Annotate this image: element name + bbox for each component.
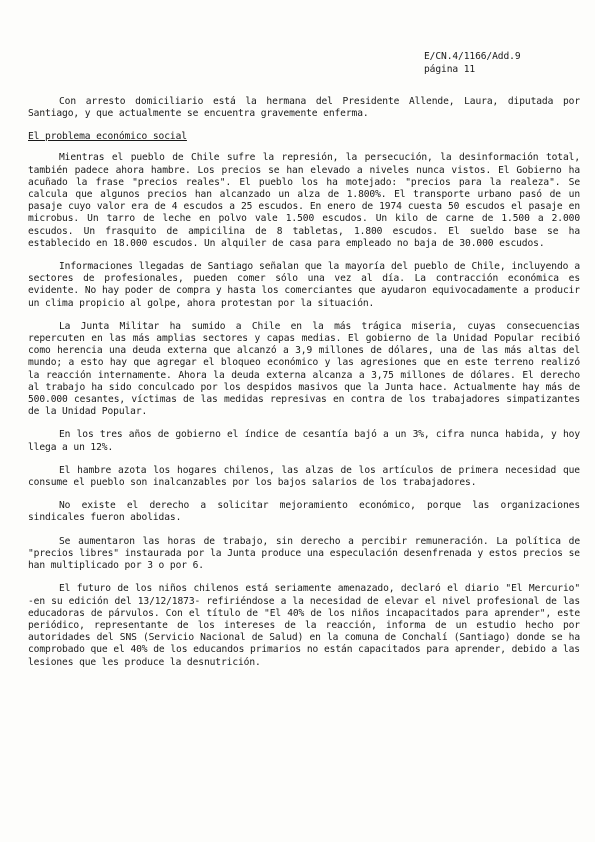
paragraph-hunger: El hambre azota los hogares chilenos, las alzas de los artículos de primera necesidad que consume el pueblo son inalcanzables por los bajos salarios de los trabajadores. bbox=[28, 464, 580, 489]
paragraph-prices: Mientras el pueblo de Chile sufre la represión, la persecución, la desinformación total, también padece ahora hambre. Los precios se han elevado a niveles nunca vistos. El Gobierno ha acuñado la frase "precios reales". El pueblo los ha motejado: "precios para la realeza". Se calcula que algunos precios han alcanzado un alza de 1.800%. El transporte urbano pasó de un pasaje cuyo valor era de 4 escudos a 25 escudos. En enero de 1974 cuesta 50 escudos el pasaje en microbus. Un tarro de leche en polvo vale 1.500 escudos. Un kilo de carne de 1.500 a 2.000 escudos. Un frasquito de ampicilina de 8 tabletas, 1.800 escudos. El sueldo base se ha establecido en 18.000 escudos. Un alquiler de casa para empleado no baja de 30.000 escudos. bbox=[28, 152, 580, 249]
paragraph-unions: No existe el derecho a solicitar mejoramiento económico, porque las organizaciones sindicales fueron abolidas. bbox=[28, 500, 580, 524]
paragraph-working-hours: Se aumentaron las horas de trabajo, sin derecho a percibir remuneración. La política de "precios libres" instaurada por la Junta produce una especulación desenfrenada y estos precios se han multiplicado por 3 o por 6. bbox=[28, 535, 580, 572]
paragraph-santiago-reports: Informaciones llegadas de Santiago señalan que la mayoría del pueblo de Chile, incluyendo a sectores de profesionales, pueden comer sólo una vez al día. La contracción económica es evidente. No hay poder de compra y hasta los comerciantes que ayudaron equivocadamente a producir un clima propicio al golpe, ahora protestan por la situación. bbox=[28, 261, 580, 309]
intro-paragraph: Con arresto domiciliario está la hermana del Presidente Allende, Laura, diputada por Santiago, y que actualmente se encuentra gravemente enferma. bbox=[28, 96, 580, 120]
paragraph-junta-misery: La Junta Militar ha sumido a Chile en la más trágica miseria, cuyas consecuencias repercuten en las más amplias sectores y capas medias. El gobierno de la Unidad Popular recibió como herencia una deuda externa que alcanzó a 3,9 millones de dólares, una de las más altas del mundo; a esto hay que agregar el bloqueo económico y las agresiones que en este terreno realizó la reacción internamente. Ahora la deuda externa alcanza a 3,75 millones de dólares. El derecho al trabajo ha sido conculcado por los despidos masivos que la Junta hace. Actualmente hay más de 500.000 cesantes, víctimas de las medidas represivas en contra de los trabajadores simpatizantes de la Unidad Popular. bbox=[28, 320, 580, 418]
paragraph-children: El futuro de los niños chilenos está seriamente amenazado, declaró el diario "El Mercurio" -en su edición del 13/12/1873- refiriéndose a la necesidad de elevar el nivel profesional de las educadoras de párvulos. Con el título de "El 40% de los niños incapacitados para aprender", este periódico, representante de los intereses de la reacción, informa de un estudio hecho por autoridades del SNS (Servicio Nacional de Salud) en la comuna de Conchalí (Santiago) donde se ha comprobado que el 40% de los educandos primarios no están capacitados para aprender, debido a las lesiones que les produce la desnutrición. bbox=[28, 583, 580, 668]
paragraph-unemployment: En los tres años de gobierno el índice de cesantía bajó a un 3%, cifra nunca habida, y hoy llega a un 12%. bbox=[28, 429, 580, 453]
document-body bbox=[28, 96, 580, 669]
document-reference: E/CN.4/1166/Add.9 bbox=[424, 51, 521, 62]
page-number: página 11 bbox=[424, 64, 476, 75]
document-header bbox=[424, 50, 521, 76]
section-title: El problema económico social bbox=[28, 131, 187, 143]
